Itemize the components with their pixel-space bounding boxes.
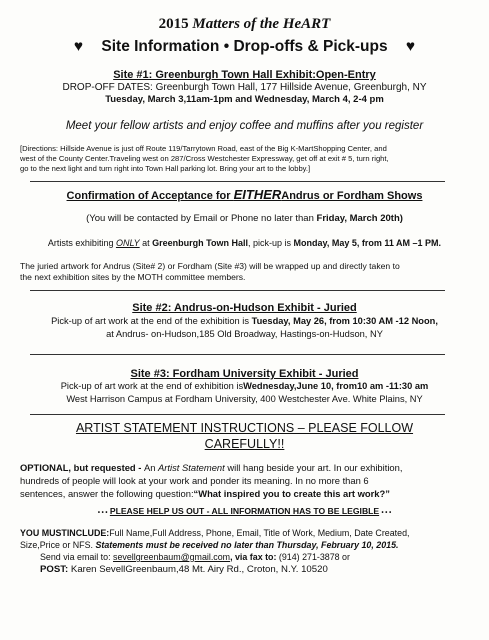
pickup-text: at: [139, 238, 153, 248]
pickup-text: , pick-up is: [248, 238, 294, 248]
include-text: Full Name,Full Address, Phone, Email, Title of Work, Medium, Date Created,: [109, 528, 410, 538]
site2-line1: [0, 316, 489, 326]
contact-deadline: Friday, March 20th): [316, 213, 403, 224]
site2-text: Pick-up of art work at the end of the exhibition is: [51, 316, 252, 326]
site1-heading: Site #1: Greenburgh Town Hall Exhibit:Open-Entry: [113, 69, 376, 81]
statement-text: sentences, answer the following question:: [20, 488, 194, 499]
statement-heading-line2: CAREFULLY!!: [204, 437, 285, 451]
statement-paragraph-line: hundreds of people will look at your work and ponder its meaning. In no more than 6: [20, 475, 369, 486]
juried-line: the next exhibition sites by the MOTH committee members.: [20, 272, 246, 282]
headline-left: Site Information: [101, 38, 220, 55]
headline: [0, 38, 489, 56]
headline-right: Drop-offs & Pick-ups: [233, 38, 388, 55]
legible-notice: [0, 506, 489, 516]
site2-heading: Site #2: Andrus-on-Hudson Exhibit - Juried: [132, 302, 357, 314]
site3-text: Pick-up of art work at the end of exhibition is: [60, 381, 244, 391]
pickup-text: Artists exhibiting: [47, 238, 116, 248]
statement-term: Artist Statement: [158, 462, 225, 473]
juried-line: The juried artwork for Andrus (Site# 2) or Fordham (Site #3) will be wrapped up and directly taken to: [20, 261, 400, 271]
include-label: YOU MUSTINCLUDE:: [20, 528, 110, 538]
title-year: 2015: [158, 16, 189, 32]
site1-directions-line: west of the County Center.Traveling west on 287/Cross Westchester Expressway, get off at exit # 5, turn right,: [20, 154, 389, 163]
divider: [30, 290, 445, 291]
confirmation-heading-a: Confirmation of Acceptance for: [66, 190, 234, 202]
confirmation-contact: [0, 213, 489, 224]
statement-paragraph-line: [20, 462, 402, 473]
statement-text: An: [143, 462, 159, 473]
heart-icon: ♥: [73, 38, 84, 55]
pickup-only: ONLY: [115, 238, 140, 248]
send-fax-label: , via fax to:: [230, 552, 279, 562]
headline-separator: •: [223, 38, 230, 55]
site3-line1: [0, 381, 489, 391]
site3-heading: Site #3: Fordham University Exhibit - Juried: [130, 368, 359, 380]
divider: [30, 414, 445, 415]
statement-optional: OPTIONAL, but requested -: [20, 462, 144, 473]
confirmation-pickup: [0, 238, 489, 248]
contact-text: (You will be contacted by Email or Phone no later than: [86, 213, 317, 224]
confirmation-heading-either: EITHER: [233, 187, 282, 202]
dots-right: • • •: [381, 510, 392, 516]
legible-text: PLEASE HELP US OUT - ALL INFORMATION HAS TO BE LEGIBLE: [109, 506, 380, 516]
divider: [30, 181, 445, 182]
post-label: POST:: [40, 564, 71, 575]
email-link[interactable]: sevellgreenbaum@gmail.com: [113, 552, 231, 562]
send-fax: (914) 271-3878 or: [278, 552, 350, 562]
include-line: [20, 528, 409, 538]
statement-heading-line1: ARTIST STATEMENT INSTRUCTIONS – PLEASE FOLLOW: [75, 421, 414, 435]
site3-line2: West Harrison Campus at Fordham University, 400 Westchester Ave. White Plains, NY: [66, 394, 423, 404]
statement-question: “What inspired you to create this art work?”: [193, 488, 390, 499]
post-line: [40, 564, 328, 575]
confirmation-heading: [0, 187, 489, 202]
site1-meet: Meet your fellow artists and enjoy coffee and muffins after you register: [65, 120, 424, 132]
flyer-title: [0, 16, 489, 33]
site1-directions-line: [Directions: Hillside Avenue is just off Route 119/Tarrytown Road, east of the Big K-MartShopping Center, and: [20, 144, 387, 153]
statement-paragraph-line: [20, 488, 390, 499]
send-line: [40, 552, 350, 562]
pickup-date: Monday, May 5, from 11 AM –1 PM.: [293, 238, 442, 248]
site1-directions-line: go to the next light and turn right into Town Hall parking lot. Bring your art to the lobby.]: [20, 164, 311, 173]
site3-date: Wednesday,June 10, from10 am -11:30 am: [243, 381, 429, 391]
post-address: Karen SevellGreenbaum,48 Mt. Airy Rd., Croton, N.Y. 10520: [70, 564, 328, 575]
send-text: Send via email to:: [40, 552, 114, 562]
statement-text: will hang beside your art. In our exhibition,: [224, 462, 403, 473]
site2-line2: at Andrus- on-Hudson,185 Old Broadway, Hastings-on-Hudson, NY: [106, 329, 383, 339]
pickup-venue: Greenburgh Town Hall: [152, 238, 248, 248]
size-text: Size,Price or NFS.: [20, 540, 96, 550]
heart-icon: ♥: [405, 38, 416, 55]
divider: [30, 354, 445, 355]
dots-left: • • •: [97, 510, 108, 516]
site2-date: Tuesday, May 26, from 10:30 AM -12 Noon,: [251, 316, 438, 326]
size-line: [20, 540, 398, 550]
confirmation-heading-c: Andrus or Fordham Shows: [281, 190, 423, 202]
site1-dropoff: DROP-OFF DATES: Greenburgh Town Hall, 177 Hillside Avenue, Greenburgh, NY: [62, 82, 427, 93]
title-main: Matters of the HeART: [192, 16, 331, 32]
site1-dates: Tuesday, March 3,11am-1pm and Wednesday, March 4, 2-4 pm: [105, 94, 384, 105]
statement-deadline: Statements must be received no later than Thursday, February 10, 2015.: [95, 540, 399, 550]
